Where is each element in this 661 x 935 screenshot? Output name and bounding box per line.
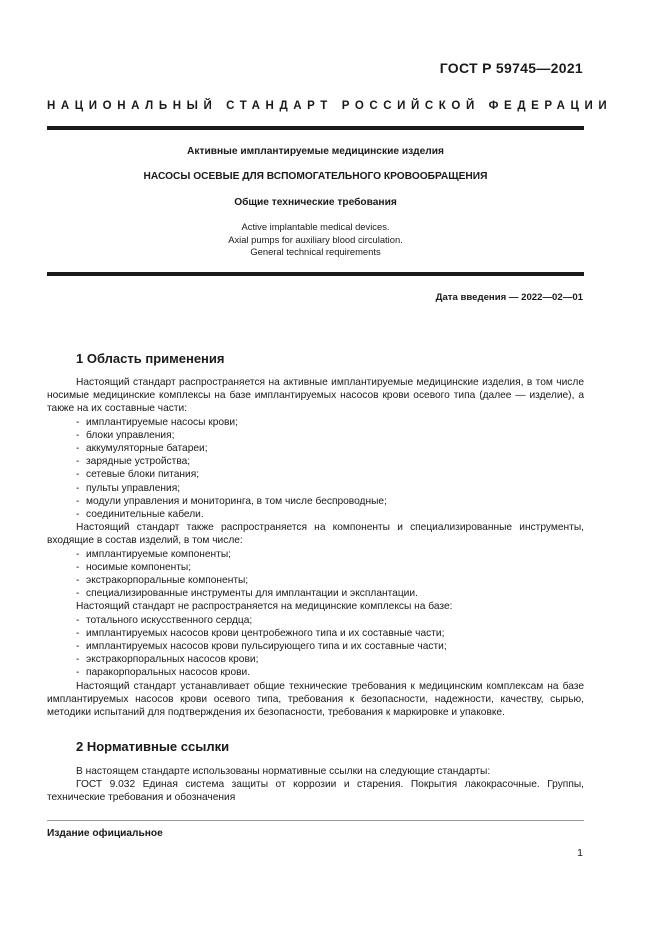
section-2-heading: 2 Нормативные ссылки [76,739,230,754]
section-2-body [47,765,584,805]
section-1-para-3: Настоящий стандарт не распространяется на медицинские комплексы на базе: [76,601,453,613]
title-ru-line-2: НАСОСЫ ОСЕВЫЕ ДЛЯ ВСПОМОГАТЕЛЬНОГО КРОВООБРАЩЕНИЯ [143,171,488,182]
list-item: - сетевые блоки питания; [76,469,200,481]
list-item: - специализированные инструменты для имплантации и эксплантации. [76,588,418,600]
top-divider [47,126,584,130]
list-item: - имплантируемые компоненты; [76,548,231,560]
list-item: - имплантируемые насосы крови; [76,416,238,428]
title-en-line-1: Active implantable medical devices. [241,221,390,232]
list-item: - носимые компоненты; [76,561,192,573]
section-1-body [47,376,584,719]
section-1-para-2: Настоящий стандарт также распространяется на компоненты и специализированные инструменты, входящие в состав изделий, в том числе: [47,522,584,547]
title-en [47,221,584,259]
list-item: - тотального искусственного сердца; [76,614,253,626]
list-item: - экстракорпоральные компоненты; [76,575,249,587]
title-en-line-3: General technical requirements [250,246,381,257]
list-item: - аккумуляторные батареи; [76,443,208,455]
list-item: - имплантируемых насосов крови пульсирующего типа и их составные части; [76,641,447,653]
footer-divider [47,820,584,821]
bottom-divider [47,272,584,276]
section-2-para-1: В настоящем стандарте использованы нормативные ссылки на следующие стандарты: [76,766,491,777]
title-ru-line-3: Общие технические требования [234,197,397,208]
list-item: - модули управления и мониторинга, в том числе беспроводные; [76,495,387,507]
list-item: - соединительные кабели. [76,509,204,521]
national-standard-banner: НАЦИОНАЛЬНЫЙ СТАНДАРТ РОССИЙСКОЙ ФЕДЕРАЦИИ [47,100,613,112]
section-1-para-4: Настоящий стандарт устанавливает общие технические требования к медицинским комплексам на базе имплантируемых насосов крови осевого типа, требования к безопасности, надежности, качеству, сырью, методики испытаний для подтверждения их безопасности, требования к маркировке и упаковке. [47,680,584,719]
list-item: - блоки управления; [76,429,175,441]
section-1-heading: 1 Область применения [76,351,225,366]
official-edition-label: Издание официальное [47,828,163,839]
list-item: - зарядные устройства; [76,456,191,468]
section-1-para-1: Настоящий стандарт распространяется на активные имплантируемые медицинские изделия, в том числе носимые медицинские комплексы на базе имплантируемых насосов крови осевого типа (далее — изделие), а также на их составные части: [47,377,584,415]
title-ru-line-1: Активные имплантируемые медицинские изделия [187,146,444,157]
list-item: - имплантируемых насосов крови центробежного типа и их составные части; [76,627,445,639]
list-item: - пульты управления; [76,482,181,494]
list-item: - экстракорпоральных насосов крови; [76,654,259,666]
page-number: 1 [577,847,583,859]
intro-date: Дата введения — 2022—02—01 [435,292,583,303]
section-2-para-2: ГОСТ 9.032 Единая система защиты от коррозии и старения. Покрытия лакокрасочные. Группы, технические требования и обозначения [47,779,584,804]
list-item: - паракорпоральных насосов крови. [76,667,251,679]
standard-code: ГОСТ Р 59745—2021 [439,60,583,76]
title-en-line-2: Axial pumps for auxiliary blood circulation. [228,233,403,245]
